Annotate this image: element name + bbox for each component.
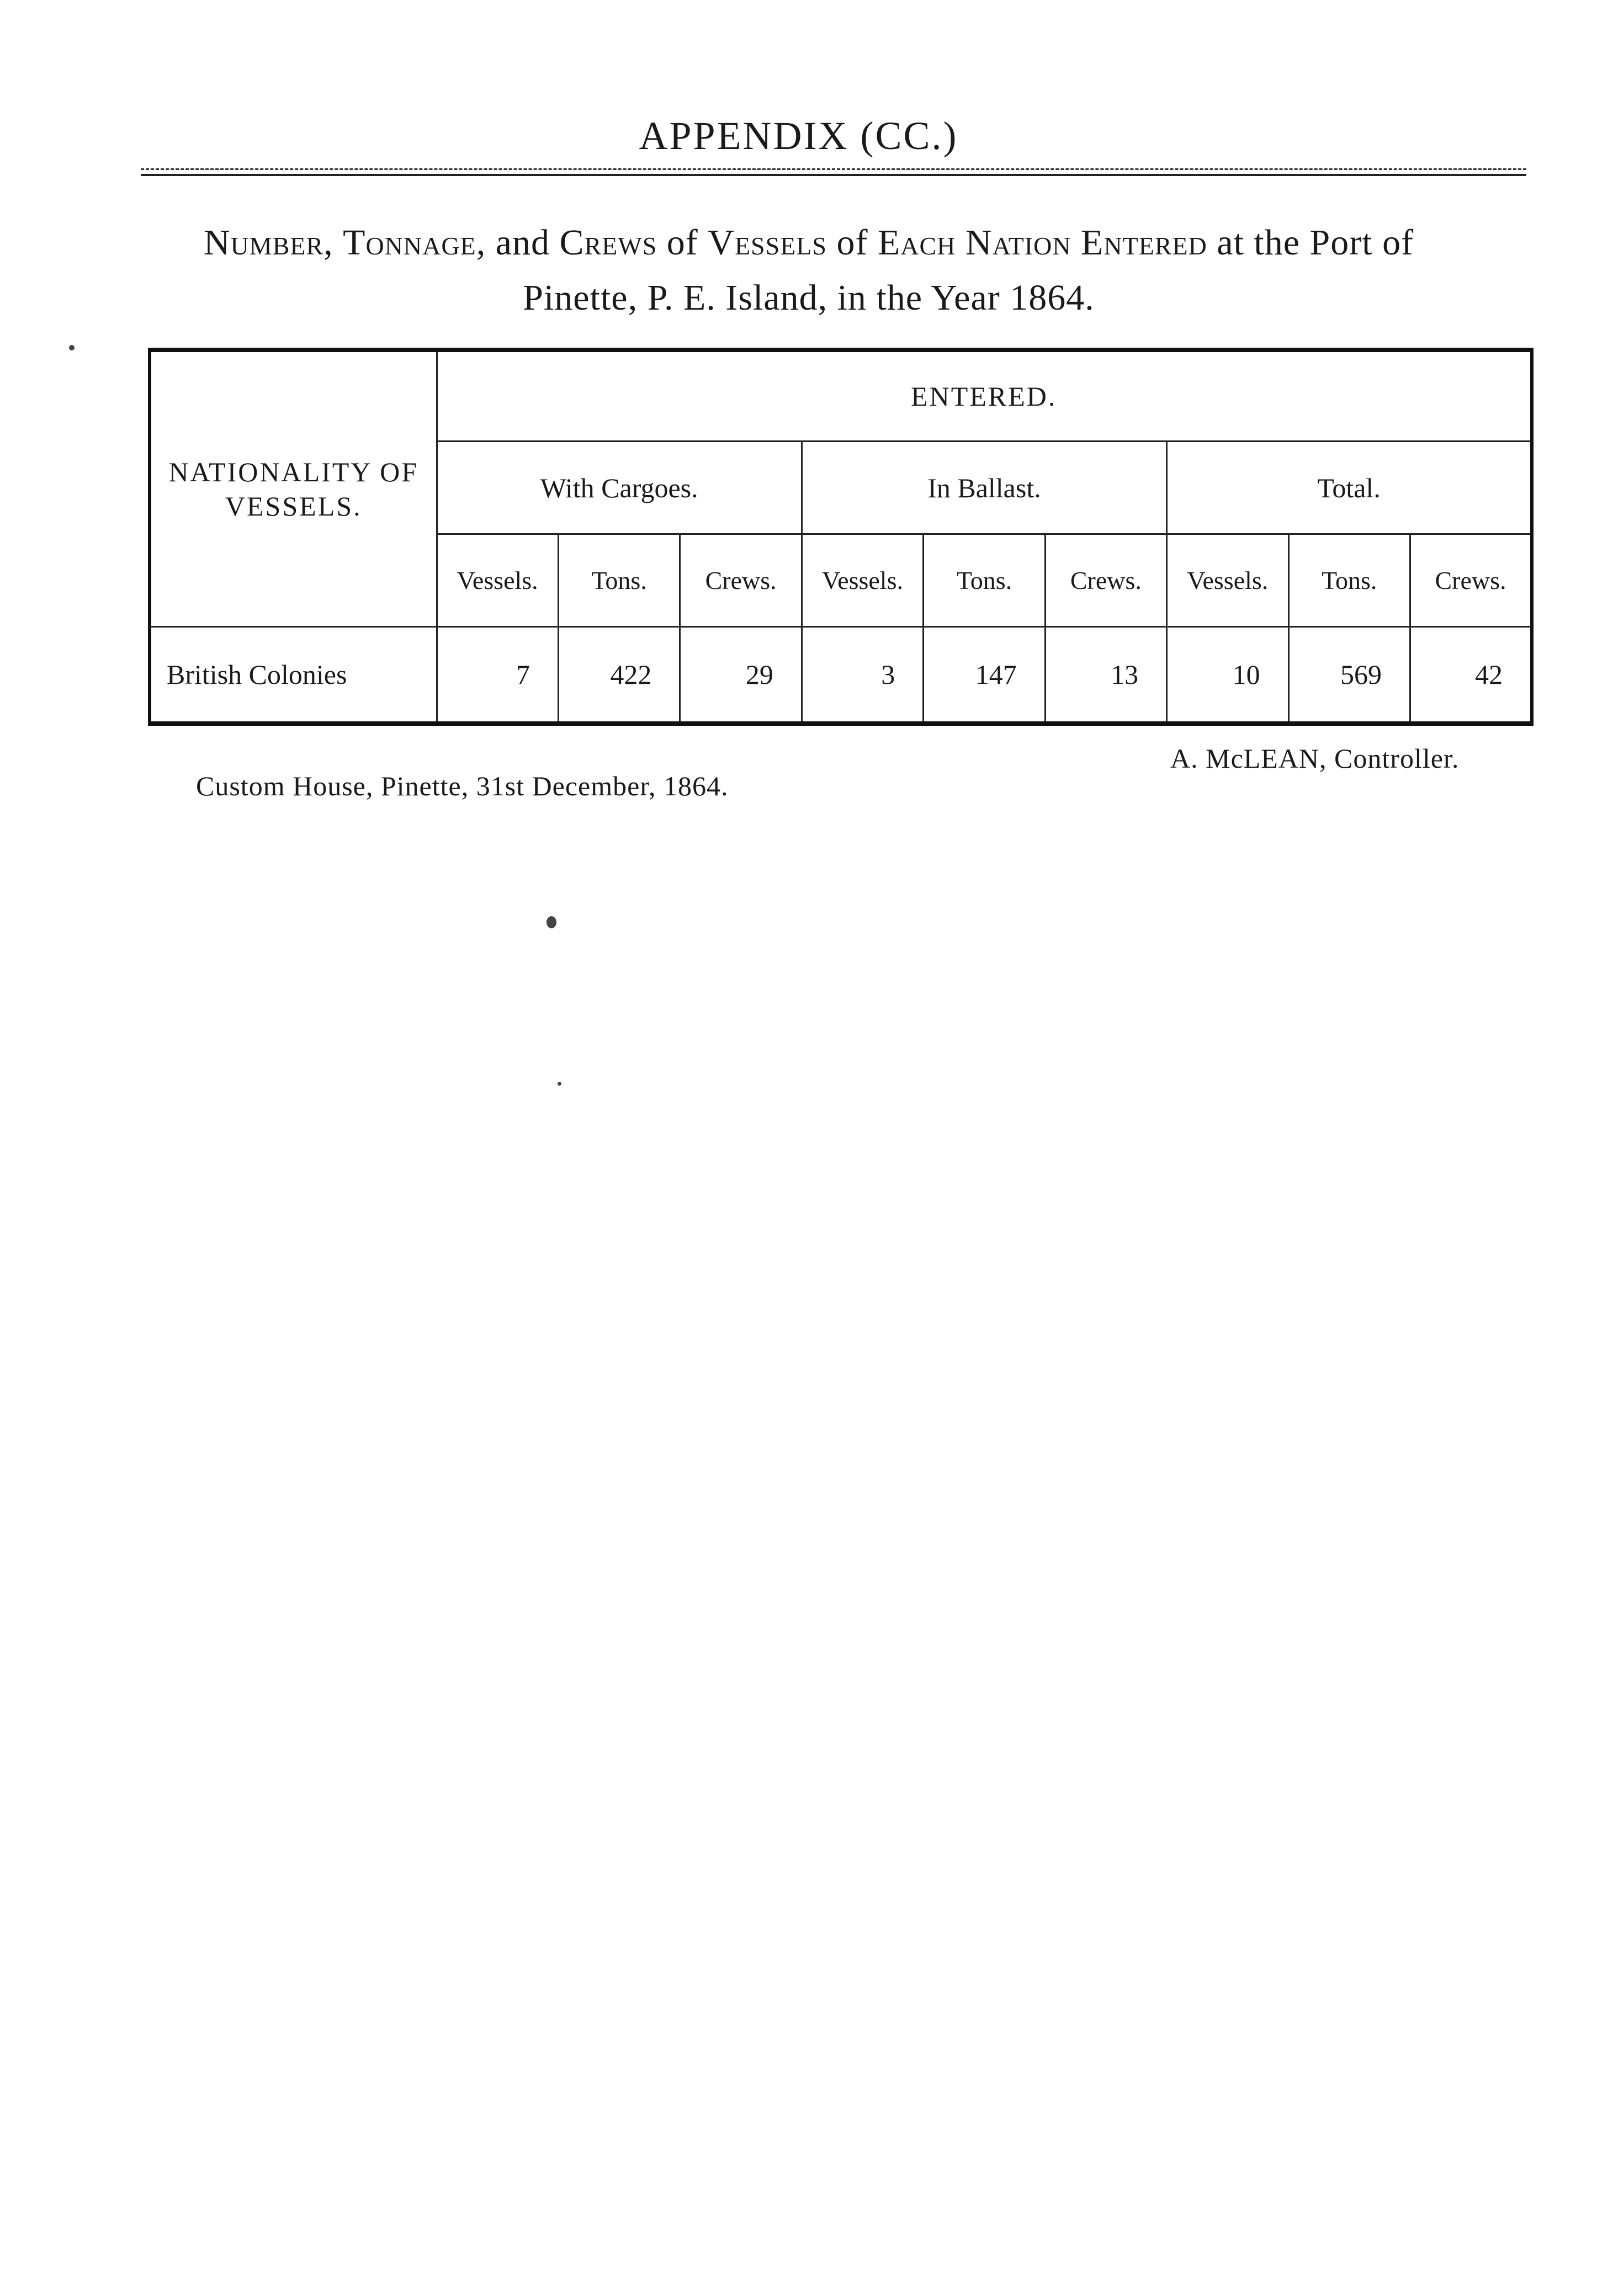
title-segment: of <box>827 222 878 263</box>
value-cell: 29 <box>680 627 802 724</box>
title-segment: of <box>657 222 708 263</box>
controller-signature: A. McLEAN, Controller. <box>1170 743 1460 774</box>
subheader-cell: Crews. <box>1410 534 1532 627</box>
place-and-date: Custom House, Pinette, 31st December, 1864. <box>196 770 729 801</box>
title-segment: Number <box>203 222 324 263</box>
value-cell: 569 <box>1288 627 1410 724</box>
ink-speck <box>69 345 75 350</box>
entered-header: ENTERED. <box>437 350 1532 442</box>
subheader-cell: Tons. <box>1288 534 1410 627</box>
nationality-header: NATIONALITY OF VESSELS. <box>150 350 437 627</box>
vessels-table <box>148 348 1534 726</box>
table-row <box>150 627 1532 724</box>
value-cell: 13 <box>1045 627 1166 724</box>
value-cell: 147 <box>924 627 1045 724</box>
dashed-rule-line <box>141 168 1526 170</box>
appendix-heading: APPENDIX (CC.) <box>639 114 958 158</box>
subheader-cell: Tons. <box>558 534 680 627</box>
subheader-cell: Vessels. <box>437 534 558 627</box>
value-cell: 7 <box>437 627 558 724</box>
group-header-with-cargoes: With Cargoes. <box>437 442 802 534</box>
double-rule <box>141 168 1526 177</box>
group-header-total: Total. <box>1167 442 1532 534</box>
title-segment: Crews <box>559 222 657 263</box>
nationality-cell: British Colonies <box>150 627 437 724</box>
value-cell: 10 <box>1167 627 1288 724</box>
title-segment: , <box>323 222 343 263</box>
value-cell: 3 <box>802 627 923 724</box>
ink-speck <box>547 916 556 928</box>
solid-rule-line <box>141 174 1526 176</box>
title-segment: , and <box>476 222 560 263</box>
subheader-cell: Crews. <box>680 534 802 627</box>
subheader-cell: Crews. <box>1045 534 1166 627</box>
group-header-in-ballast: In Ballast. <box>802 442 1166 534</box>
ink-speck <box>558 1082 561 1086</box>
value-cell: 42 <box>1410 627 1532 724</box>
table-title <box>166 215 1452 326</box>
subheader-cell: Tons. <box>924 534 1045 627</box>
subheader-cell: Vessels. <box>1167 534 1288 627</box>
subheader-cell: Vessels. <box>802 534 923 627</box>
title-segment: Each Nation Entered <box>877 222 1207 263</box>
title-segment: Vessels <box>708 222 827 263</box>
value-cell: 422 <box>558 627 680 724</box>
title-line-2: Pinette, P. E. Island, in the Year 1864. <box>523 278 1095 318</box>
title-segment: Tonnage <box>343 222 476 263</box>
title-line-1 <box>166 215 1452 270</box>
title-segment: at the Port of <box>1207 222 1414 263</box>
